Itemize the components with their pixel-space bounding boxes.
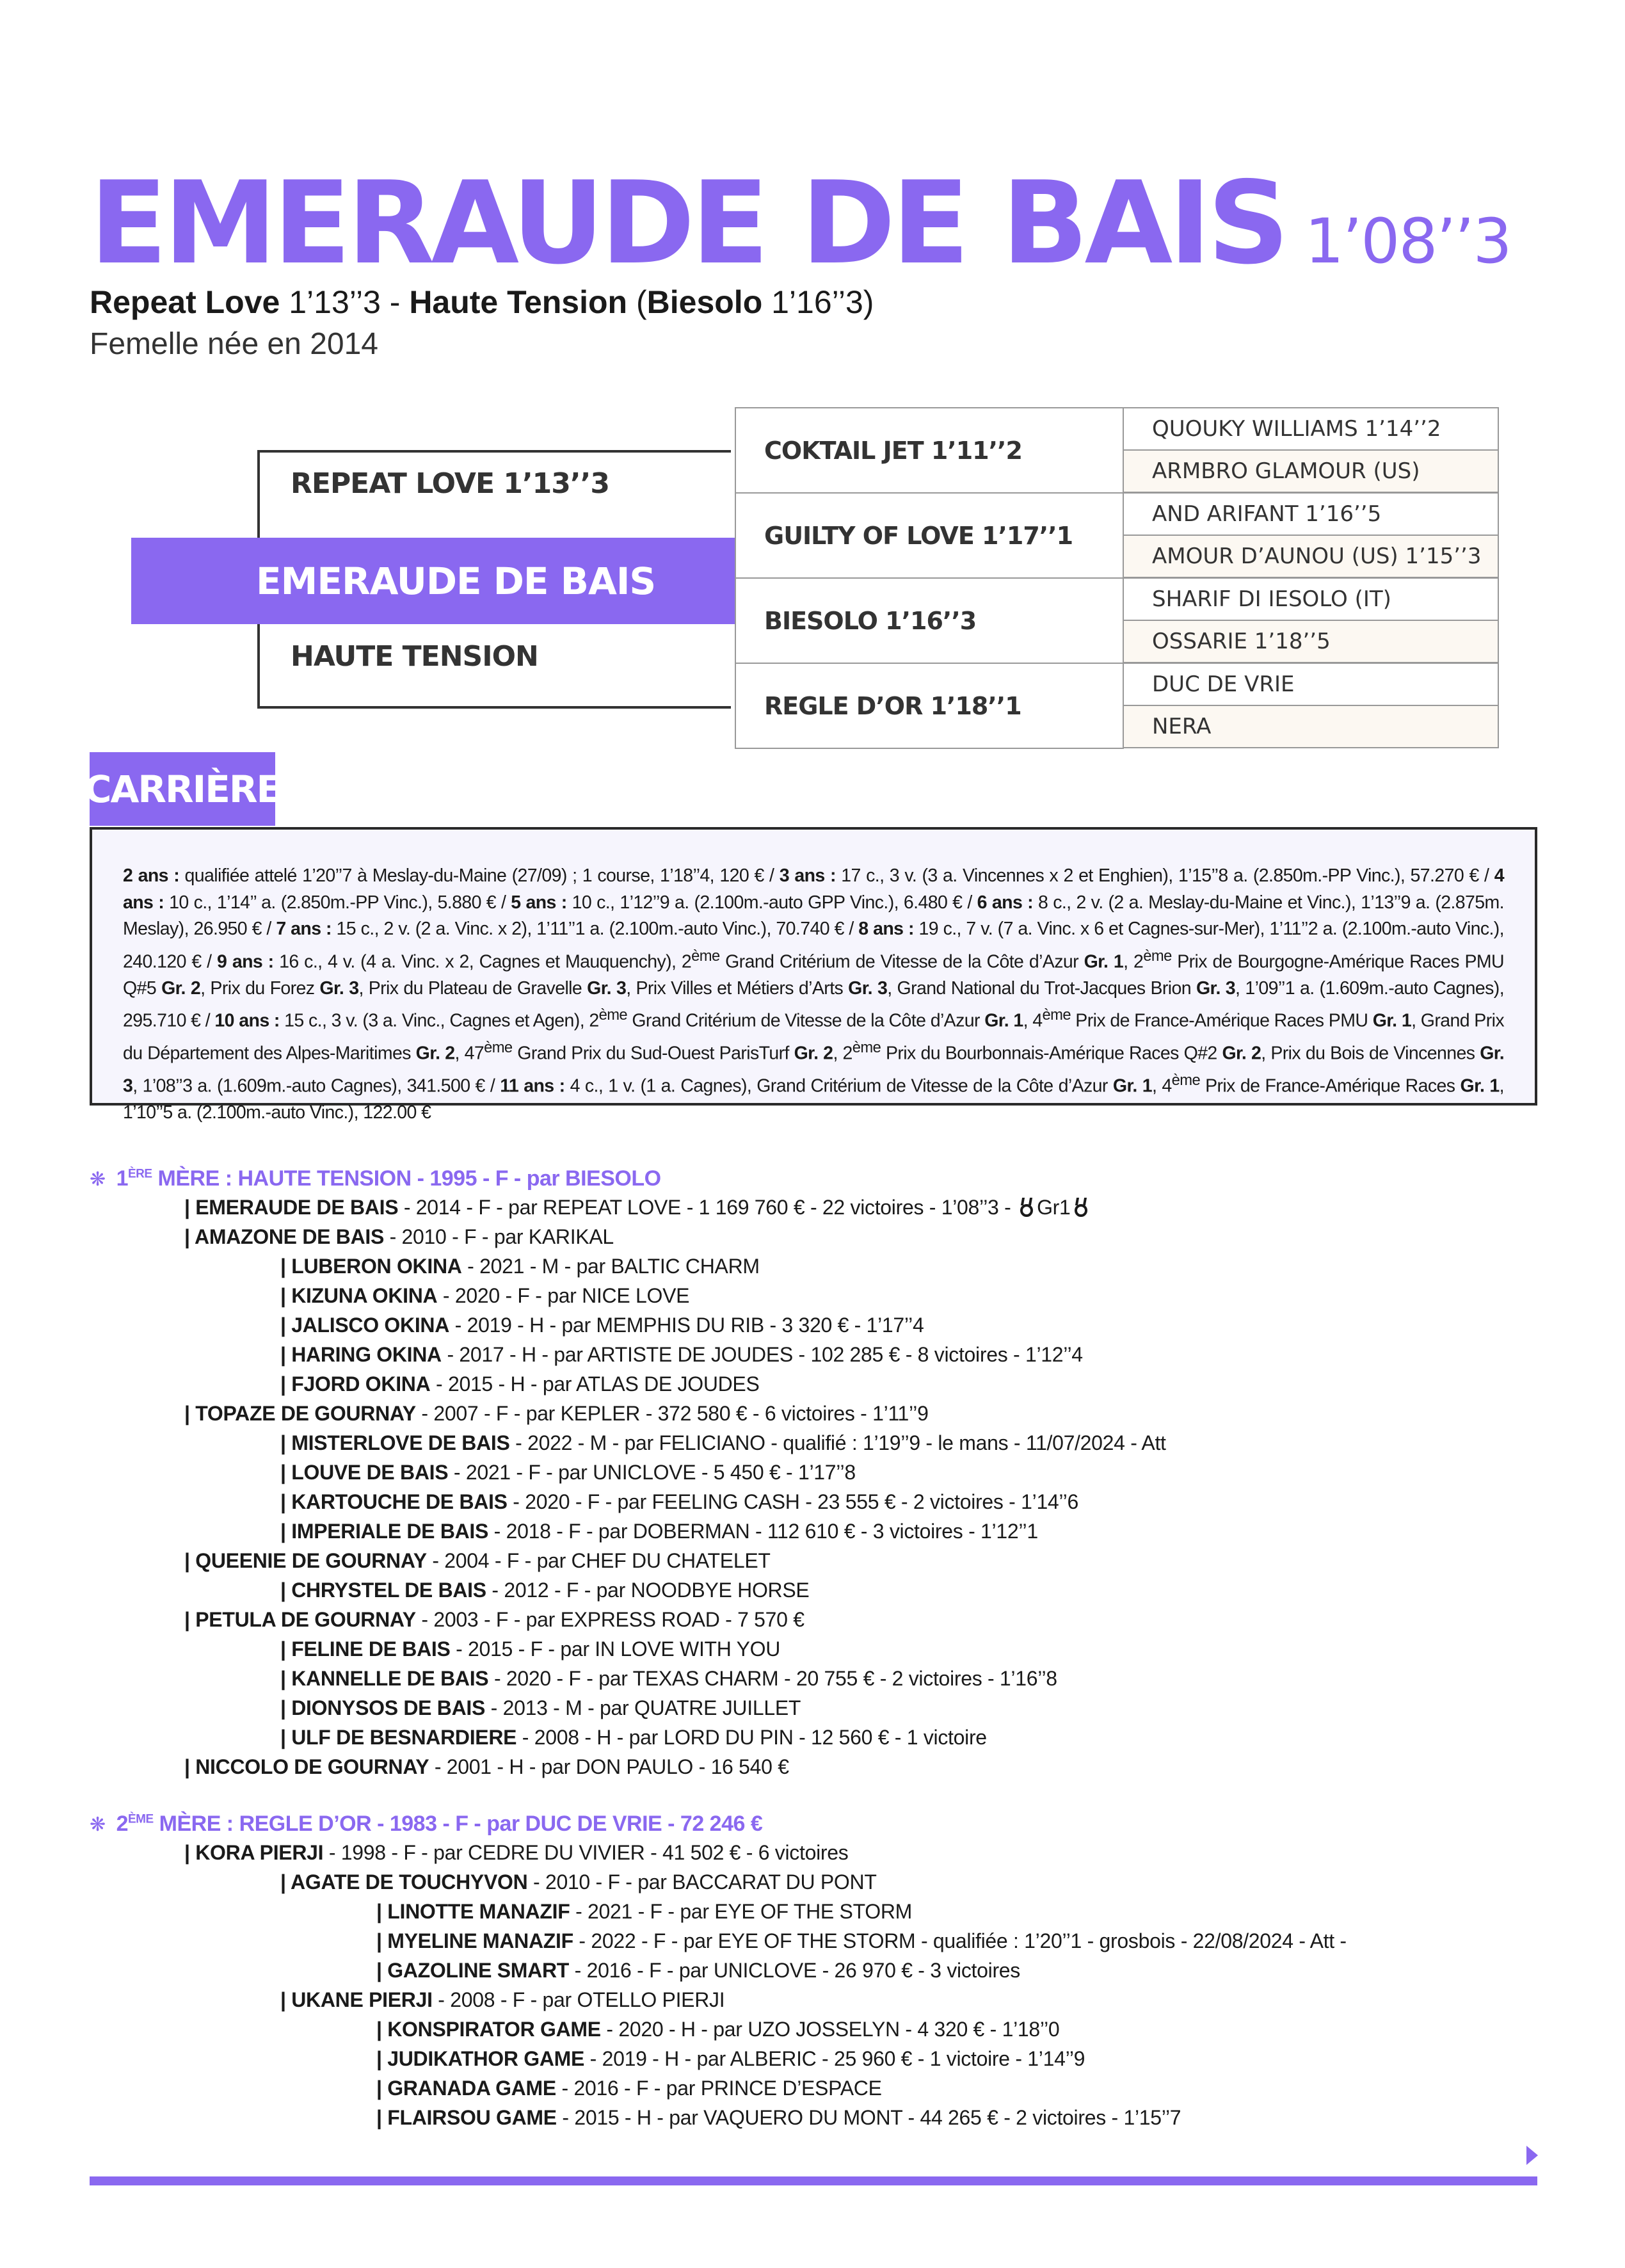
horse-info: - 2021 - M - par BALTIC CHARM bbox=[461, 1255, 760, 1278]
second-dam-heading bbox=[90, 1812, 762, 1837]
horse-name: | ULF DE BESNARDIERE bbox=[280, 1726, 517, 1749]
horse-name: | QUEENIE DE GOURNAY bbox=[184, 1549, 427, 1572]
flower-icon: ❋ bbox=[90, 1169, 106, 1190]
race-text: , Prix du Plateau de Gravelle bbox=[358, 977, 588, 999]
heading-sup: ÈRE bbox=[128, 1167, 152, 1181]
age-text: 4 c., 1 v. (1 a. Cagnes), Grand Critérium de Vitesse de la Côte d’Azur bbox=[564, 1075, 1113, 1097]
dam-sire-name: Biesolo bbox=[646, 284, 763, 320]
family-row bbox=[184, 1196, 1091, 1219]
horse-name: | JUDIKATHOR GAME bbox=[376, 2047, 585, 2070]
group-label: Gr. 1 bbox=[1112, 1075, 1153, 1097]
pedigree-horse: EMERAUDE DE BAIS bbox=[131, 538, 735, 624]
race-text: Prix du Bourbonnais-Amérique Races Q#2 bbox=[881, 1043, 1222, 1064]
horse-info: - 2008 - F - par OTELLO PIERJI bbox=[432, 1988, 725, 2011]
horse-info: - 2016 - F - par UNICLOVE - 26 970 € - 3 victoires bbox=[569, 1959, 1020, 1982]
horse-info: - 2010 - F - par KARIKAL bbox=[384, 1225, 614, 1248]
age-label: 2 ans : bbox=[123, 865, 180, 886]
age-text: 19 c., 7 v. (7 a. Vinc. x 6 et Cagnes-sur-Mer), 1’11’’2 a. (2.100m.-auto Vinc.), 240.120 € / bbox=[123, 919, 1505, 972]
horse-name: | TOPAZE DE GOURNAY bbox=[184, 1402, 416, 1425]
race-text: Grand Critérium de Vitesse de la Côte d’Azur bbox=[719, 951, 1084, 972]
family-row bbox=[280, 1726, 987, 1749]
group-label: Gr. 3 bbox=[848, 977, 888, 999]
age-label: 10 ans : bbox=[214, 1010, 280, 1031]
race-text: , 47 bbox=[454, 1043, 484, 1064]
pedigree-great-grandparent: OSSARIE 1’18’’5 bbox=[1123, 620, 1499, 663]
horse-info: - 2020 - F - par TEXAS CHARM - 20 755 € - 2 victoires - 1’16’’8 bbox=[488, 1667, 1057, 1690]
family-row bbox=[280, 1490, 1078, 1514]
family-row bbox=[280, 1431, 1166, 1455]
family-row bbox=[280, 1579, 809, 1602]
horse-info: - 2012 - F - par NOODBYE HORSE bbox=[486, 1579, 810, 1602]
family-row bbox=[280, 1284, 689, 1308]
family-row bbox=[376, 1900, 912, 1924]
horse-name: | IMPERIALE DE BAIS bbox=[280, 1520, 489, 1543]
pedigree-great-grandparent: ARMBRO GLAMOUR (US) bbox=[1123, 449, 1499, 493]
horse-name: | NICCOLO DE GOURNAY bbox=[184, 1755, 429, 1778]
age-label: 6 ans : bbox=[977, 892, 1034, 913]
family-row bbox=[184, 1225, 614, 1249]
race-text: , Grand Prix du Département des Alpes-Maritimes bbox=[123, 1010, 1504, 1064]
horse-info: - 2010 - F - par BACCARAT DU PONT bbox=[527, 1870, 877, 1894]
family-row bbox=[184, 1549, 771, 1573]
group-label: Gr. 2 bbox=[1222, 1043, 1261, 1064]
horse-info: - 2019 - H - par ALBERIC - 25 960 € - 1 victoire - 1’14’’9 bbox=[584, 2047, 1085, 2070]
family-row bbox=[376, 2106, 1181, 2130]
age-text: 10 c., 1’12’’9 a. (2.100m.-auto GPP Vinc.), 6.480 € / bbox=[566, 892, 977, 913]
family-row bbox=[376, 1929, 1347, 1953]
horse-name: | FELINE DE BAIS bbox=[280, 1637, 451, 1661]
dam-sire-record: 1’16’’3) bbox=[762, 284, 874, 320]
paren-open: ( bbox=[627, 284, 647, 320]
sire-name: Repeat Love bbox=[90, 284, 280, 320]
horse-name: | KANNELLE DE BAIS bbox=[280, 1667, 489, 1690]
ordinal-sup: ème bbox=[598, 1006, 628, 1024]
horse-name: | KIZUNA OKINA bbox=[280, 1284, 438, 1307]
race-text: , 2 bbox=[833, 1043, 853, 1064]
horse-info: - 2021 - F - par UNICLOVE - 5 450 € - 1’17’’8 bbox=[448, 1461, 856, 1484]
group-label: Gr. 3 bbox=[587, 977, 627, 999]
ordinal-sup: ème bbox=[852, 1039, 881, 1056]
horse-name: | KORA PIERJI bbox=[184, 1841, 324, 1864]
race-text: Grand Prix du Sud-Ouest ParisTurf bbox=[512, 1043, 794, 1064]
age-text: 16 c., 4 v. (4 a. Vinc. x 2, Cagnes et Mauquenchy), 2 bbox=[273, 951, 692, 972]
family-row bbox=[184, 1402, 929, 1426]
group-label: Gr. 2 bbox=[794, 1043, 833, 1064]
birth-line: Femelle née en 2014 bbox=[90, 327, 378, 361]
age-text: 8 c., 2 v. (2 a. Meslay-du-Maine et Vinc.), 1’13’’9 a. (2.875m. Meslay), 26.950 € / bbox=[123, 892, 1505, 939]
race-text: , 1’08’’3 a. (1.609m.-auto Cagnes), 341.500 € / bbox=[132, 1075, 500, 1097]
race-text: Prix de France-Amérique Races PMU bbox=[1070, 1010, 1373, 1031]
age-label: 4 ans : bbox=[123, 865, 1504, 913]
horse-info: - 2018 - F - par DOBERMAN - 112 610 € - 3 victoires - 1’12’’1 bbox=[488, 1520, 1038, 1543]
age-label: 8 ans : bbox=[858, 919, 914, 939]
parentage-line bbox=[90, 284, 874, 321]
horse-info: - 1998 - F - par CEDRE DU VIVIER - 41 502 € - 6 victoires bbox=[323, 1841, 849, 1864]
horse-info: - 2015 - H - par ATLAS DE JOUDES bbox=[430, 1372, 760, 1395]
ordinal-sup: ème bbox=[691, 947, 720, 965]
group-label: Gr. 3 bbox=[1196, 977, 1236, 999]
horse-info: - 2019 - H - par MEMPHIS DU RIB - 3 320 € - 1’17’’4 bbox=[449, 1314, 924, 1337]
race-text: , 1’09’’1 a. (1.609m.-auto Cagnes), 295.710 € / bbox=[123, 977, 1505, 1031]
ordinal-sup: ème bbox=[1143, 947, 1172, 965]
family-row bbox=[184, 1755, 789, 1779]
horse-name: | LUBERON OKINA bbox=[280, 1255, 462, 1278]
horse-info: - 2007 - F - par KEPLER - 372 580 € - 6 victoires - 1’11’’9 bbox=[415, 1402, 929, 1425]
family-row bbox=[280, 1870, 877, 1894]
race-text: , Prix du Forez bbox=[200, 977, 320, 999]
group-label: Gr. 1 bbox=[1372, 1010, 1412, 1031]
pedigree-great-grandparent: QUOUKY WILLIAMS 1’14’’2 bbox=[1123, 407, 1499, 451]
pedigree-great-grandparent: AND ARIFANT 1’16’’5 bbox=[1123, 492, 1499, 536]
family-row bbox=[280, 1461, 856, 1484]
family-row bbox=[376, 2077, 882, 2100]
family-row bbox=[280, 1667, 1057, 1691]
horse-name: | EMERAUDE DE BAIS bbox=[184, 1196, 399, 1219]
horse-name: | GAZOLINE SMART bbox=[376, 1959, 570, 1982]
horse-info: - 2014 - F - par REPEAT LOVE - 1 169 760 € - 22 victoires - 1’08’’3 - bbox=[398, 1196, 1017, 1219]
career-text bbox=[123, 863, 1504, 1127]
horse-name: | FJORD OKINA bbox=[280, 1372, 431, 1395]
race-text: , Prix du Bois de Vincennes bbox=[1261, 1043, 1480, 1064]
horse-info: - 2022 - F - par EYE OF THE STORM - qualifiée : 1’20’’1 - grosbois - 22/08/2024 - Att - bbox=[573, 1929, 1347, 1952]
age-label: 3 ans : bbox=[779, 865, 836, 886]
pedigree-grandparent: REGLE D’OR 1’18’’1 bbox=[735, 663, 1124, 749]
family-row bbox=[280, 1372, 760, 1396]
age-text: 15 c., 2 v. (2 a. Vinc. x 2), 1’11’’1 a. (2.100m.-auto Vinc.), 70.740 € / bbox=[331, 919, 859, 939]
group-label: Gr. 1 bbox=[1460, 1075, 1500, 1097]
family-row bbox=[280, 1696, 801, 1720]
family-row bbox=[184, 1608, 804, 1632]
medal-icon bbox=[1073, 1198, 1089, 1217]
ordinal-sup: ème bbox=[484, 1039, 513, 1056]
heading-label: MÈRE : REGLE D’OR - 1983 - F - par DUC DE VRIE - 72 246 € bbox=[153, 1812, 763, 1836]
age-label: 9 ans : bbox=[217, 951, 274, 972]
horse-name: | MYELINE MANAZIF bbox=[376, 1929, 573, 1952]
group-label: Gr. 3 bbox=[123, 1043, 1505, 1097]
horse-name: | LOUVE DE BAIS bbox=[280, 1461, 449, 1484]
horse-info: - 2021 - F - par EYE OF THE STORM bbox=[570, 1900, 913, 1923]
horse-name: | PETULA DE GOURNAY bbox=[184, 1608, 416, 1631]
pedigree-great-grandparent: DUC DE VRIE bbox=[1123, 663, 1499, 706]
heading-sup: ÈME bbox=[128, 1812, 154, 1826]
horse-name: | LINOTTE MANAZIF bbox=[376, 1900, 570, 1923]
race-text: , 4 bbox=[1152, 1075, 1172, 1097]
horse-info: - 2020 - H - par UZO JOSSELYN - 4 320 € - 1’18’’0 bbox=[600, 2018, 1060, 2041]
pedigree-grandparent: GUILTY OF LOVE 1’17’’1 bbox=[735, 492, 1124, 579]
race-text: , 2 bbox=[1123, 951, 1144, 972]
horse-name: | DIONYSOS DE BAIS bbox=[280, 1696, 486, 1719]
ordinal-sup: ème bbox=[1171, 1072, 1201, 1089]
horse-info: - 2020 - F - par FEELING CASH - 23 555 € - 2 victoires - 1’14’’6 bbox=[507, 1490, 1078, 1513]
footer-rule bbox=[90, 2176, 1537, 2185]
sire-record: 1’13’’3 - bbox=[280, 284, 410, 320]
horse-info: - 2020 - F - par NICE LOVE bbox=[437, 1284, 690, 1307]
heading-num: 1 bbox=[110, 1166, 128, 1191]
group-label: Gr. 3 bbox=[319, 977, 359, 999]
group-label: Gr. 1 bbox=[1084, 951, 1124, 972]
family-row bbox=[280, 1314, 924, 1337]
pedigree-great-grandparent: SHARIF DI IESOLO (IT) bbox=[1123, 577, 1499, 621]
age-text: 10 c., 1’14’’ a. (2.850m.-PP Vinc.), 5.880 € / bbox=[164, 892, 511, 913]
title-row bbox=[90, 157, 1511, 289]
race-text: Grand Critérium de Vitesse de la Côte d’Azur bbox=[627, 1010, 985, 1031]
horse-info: - 2008 - H - par LORD DU PIN - 12 560 € - 1 victoire bbox=[516, 1726, 987, 1749]
age-text: 15 c., 3 v. (3 a. Vinc., Cagnes et Agen), 2 bbox=[279, 1010, 599, 1031]
next-page-arrow-icon[interactable] bbox=[1526, 2146, 1538, 2165]
career-box bbox=[90, 827, 1537, 1123]
pedigree-grandparent: BIESOLO 1’16’’3 bbox=[735, 577, 1124, 664]
horse-name: | FLAIRSOU GAME bbox=[376, 2106, 557, 2129]
race-text: Prix de France-Amérique Races bbox=[1200, 1075, 1461, 1097]
pedigree-great-grandparent: NERA bbox=[1123, 705, 1499, 748]
horse-name: | AMAZONE DE BAIS bbox=[184, 1225, 385, 1248]
age-text: qualifiée attelé 1’20’’7 à Meslay-du-Maine (27/09) ; 1 course, 1’18’’4, 120 € / bbox=[179, 865, 780, 886]
horse-info: - 2022 - M - par FELICIANO - qualifié : 1’19’’9 - le mans - 11/07/2024 - Att bbox=[509, 1431, 1166, 1454]
horse-name: | HARING OKINA bbox=[280, 1343, 442, 1366]
ordinal-sup: ème bbox=[1042, 1006, 1071, 1024]
race-text: , Grand National du Trot-Jacques Brion bbox=[887, 977, 1196, 999]
age-label: 11 ans : bbox=[500, 1075, 565, 1097]
flower-icon: ❋ bbox=[90, 1814, 106, 1835]
horse-name: EMERAUDE DE BAIS bbox=[90, 157, 1286, 289]
horse-info: - 2004 - F - par CHEF DU CHATELET bbox=[426, 1549, 771, 1572]
group-label: Gr. 2 bbox=[161, 977, 201, 999]
family-row bbox=[280, 1255, 760, 1278]
heading-label: MÈRE : HAUTE TENSION - 1995 - F - par BIESOLO bbox=[152, 1166, 661, 1191]
dam-name: Haute Tension bbox=[409, 284, 628, 320]
horse-name: | MISTERLOVE DE BAIS bbox=[280, 1431, 510, 1454]
pedigree-grandparent: COKTAIL JET 1’11’’2 bbox=[735, 407, 1124, 494]
horse-info: - 2015 - F - par IN LOVE WITH YOU bbox=[450, 1637, 781, 1661]
horse-info: - 2001 - H - par DON PAULO - 16 540 € bbox=[429, 1755, 789, 1778]
race-text: Prix de Bourgogne-Amérique Races PMU Q#5 bbox=[123, 951, 1505, 999]
horse-name: | UKANE PIERJI bbox=[280, 1988, 433, 2011]
family-row bbox=[280, 1988, 724, 2012]
pedigree-sire: REPEAT LOVE 1’13’’3 bbox=[291, 467, 609, 500]
family-row bbox=[280, 1637, 780, 1661]
family-row bbox=[376, 1959, 1020, 1982]
group-label: Gr. 2 bbox=[415, 1043, 455, 1064]
horse-info: - 2015 - H - par VAQUERO DU MONT - 44 265 € - 2 victoires - 1’15’’7 bbox=[556, 2106, 1181, 2129]
age-text: 17 c., 3 v. (3 a. Vincennes x 2 et Enghien), 1’15’’8 a. (2.850m.-PP Vinc.), 57.270 € / bbox=[835, 865, 1494, 886]
horse-name: | AGATE DE TOUCHYVON bbox=[280, 1870, 528, 1894]
race-text: , Prix Villes et Métiers d’Arts bbox=[626, 977, 849, 999]
horse-info: - 2003 - F - par EXPRESS ROAD - 7 570 € bbox=[415, 1608, 804, 1631]
family-row bbox=[280, 1343, 1083, 1367]
horse-name: | JALISCO OKINA bbox=[280, 1314, 450, 1337]
family-row bbox=[376, 2047, 1085, 2071]
family-row bbox=[184, 1841, 848, 1865]
medal-icon bbox=[1019, 1198, 1034, 1217]
horse-record: 1’08’’3 bbox=[1304, 205, 1511, 277]
pedigree-great-grandparent: AMOUR D’AUNOU (US) 1’15’’3 bbox=[1123, 535, 1499, 578]
horse-name: | CHRYSTEL DE BAIS bbox=[280, 1579, 486, 1602]
horse-name: | KONSPIRATOR GAME bbox=[376, 2018, 601, 2041]
age-label: 5 ans : bbox=[511, 892, 567, 913]
horse-name: | GRANADA GAME bbox=[376, 2077, 556, 2100]
first-dam-heading bbox=[90, 1166, 661, 1191]
group-label: Gr. 1 bbox=[984, 1010, 1023, 1031]
family-row bbox=[376, 2018, 1059, 2041]
race-text: , 4 bbox=[1023, 1010, 1043, 1031]
horse-name: | KARTOUCHE DE BAIS bbox=[280, 1490, 508, 1513]
horse-info: - 2017 - H - par ARTISTE DE JOUDES - 102 285 € - 8 victoires - 1’12’’4 bbox=[441, 1343, 1083, 1366]
group-badge: Gr1 bbox=[1037, 1196, 1071, 1219]
horse-info: - 2016 - F - par PRINCE D’ESPACE bbox=[556, 2077, 882, 2100]
race-text: , 1’10’’5 a. (2.100m.-auto Vinc.), 122.00 € bbox=[123, 1075, 1504, 1123]
career-tab: CARRIÈRE bbox=[90, 752, 275, 826]
family-row bbox=[280, 1520, 1038, 1543]
age-label: 7 ans : bbox=[276, 919, 332, 939]
heading-num: 2 bbox=[110, 1812, 128, 1836]
horse-info: - 2013 - M - par QUATRE JUILLET bbox=[485, 1696, 801, 1719]
pedigree-dam: HAUTE TENSION bbox=[291, 640, 538, 673]
